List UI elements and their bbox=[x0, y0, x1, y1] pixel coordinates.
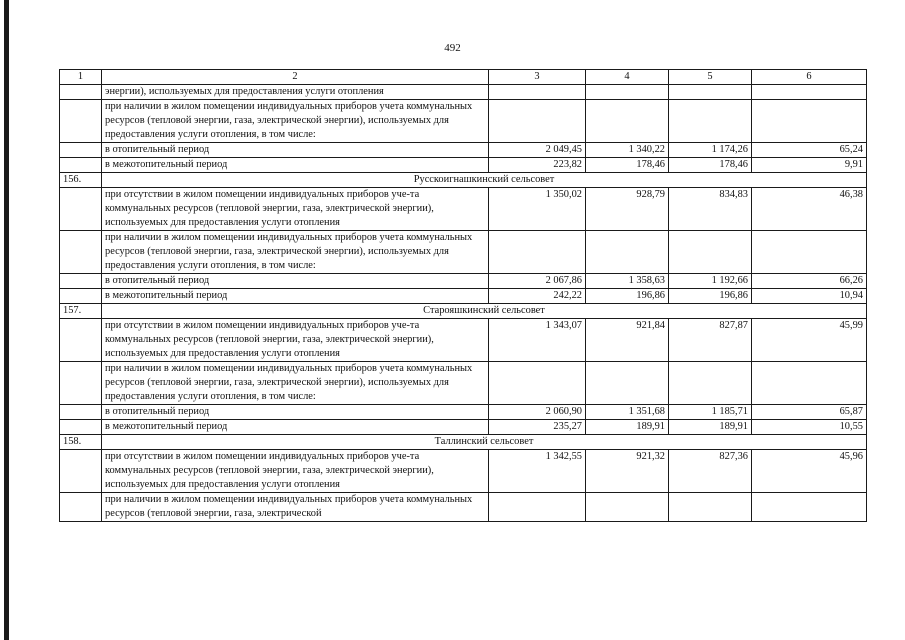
header-col-2: 2 bbox=[102, 70, 489, 85]
header-col-4: 4 bbox=[586, 70, 669, 85]
table-row bbox=[60, 450, 867, 493]
with-meters-description: при наличии в жилом помещении индивидуальных приборов учета коммунальных ресурсов (тепловой энергии, газа, электрической энергии), используемых для предоставления услуги отопления, в том числе: bbox=[102, 362, 489, 405]
section-row bbox=[60, 304, 867, 319]
table-row bbox=[60, 493, 867, 522]
table-row bbox=[60, 143, 867, 158]
header-col-5: 5 bbox=[669, 70, 752, 85]
without-meters-description: при отсутствии в жилом помещении индивидуальных приборов уче-та коммунальных ресурсов (тепловой энергии, газа, электрической энергии), используемых для предоставления услуги отопления bbox=[102, 450, 489, 493]
without-meters-description: при отсутствии в жилом помещении индивидуальных приборов уче-та коммунальных ресурсов (тепловой энергии, газа, электрической энергии), используемых для предоставления услуги отопления bbox=[102, 319, 489, 362]
with-meters-description: при наличии в жилом помещении индивидуальных приборов учета коммунальных ресурсов (тепловой энергии, газа, электрической bbox=[102, 493, 489, 522]
value-col-5: 196,86 bbox=[669, 289, 752, 304]
table-row bbox=[60, 231, 867, 274]
continuation-text: энергии), используемых для предоставления услуги отопления bbox=[102, 85, 489, 100]
table-row bbox=[60, 158, 867, 173]
table-row bbox=[60, 362, 867, 405]
table-row bbox=[60, 420, 867, 435]
table-row bbox=[60, 188, 867, 231]
table-row bbox=[60, 289, 867, 304]
value-col-4: 178,46 bbox=[586, 158, 669, 173]
table-row bbox=[60, 85, 867, 100]
value-col-5: 827,87 bbox=[669, 319, 752, 362]
header-col-3: 3 bbox=[489, 70, 586, 85]
section-row bbox=[60, 173, 867, 188]
value-col-4: 189,91 bbox=[586, 420, 669, 435]
scan-edge bbox=[4, 0, 9, 640]
period-label: в межотопительный период bbox=[102, 289, 489, 304]
value-col-4: 1 351,68 bbox=[586, 405, 669, 420]
value-col-6: 65,24 bbox=[752, 143, 867, 158]
value-col-3: 2 060,90 bbox=[489, 405, 586, 420]
page-number: 492 bbox=[444, 42, 461, 54]
value-col-5: 1 185,71 bbox=[669, 405, 752, 420]
value-col-5: 834,83 bbox=[669, 188, 752, 231]
section-row bbox=[60, 435, 867, 450]
table-row bbox=[60, 274, 867, 289]
header-col-1: 1 bbox=[60, 70, 102, 85]
section-name: Русскоигнашкинский сельсовет bbox=[102, 173, 867, 188]
table-row bbox=[60, 405, 867, 420]
with-meters-description: при наличии в жилом помещении индивидуальных приборов учета коммунальных ресурсов (тепловой энергии, газа, электрической энергии), используемых для предоставления услуги отопления, в том числе: bbox=[102, 100, 489, 143]
period-label: в межотопительный период bbox=[102, 420, 489, 435]
with-meters-description: при наличии в жилом помещении индивидуальных приборов учета коммунальных ресурсов (тепловой энергии, газа, электрической энергии), используемых для предоставления услуги отопления, в том числе: bbox=[102, 231, 489, 274]
value-col-5: 827,36 bbox=[669, 450, 752, 493]
value-col-3: 2 049,45 bbox=[489, 143, 586, 158]
tariff-table bbox=[59, 69, 867, 522]
period-label: в отопительный период bbox=[102, 405, 489, 420]
value-col-4: 928,79 bbox=[586, 188, 669, 231]
without-meters-description: при отсутствии в жилом помещении индивидуальных приборов уче-та коммунальных ресурсов (тепловой энергии, газа, электрической энергии), используемых для предоставления услуги отопления bbox=[102, 188, 489, 231]
value-col-6: 10,94 bbox=[752, 289, 867, 304]
value-col-6: 45,96 bbox=[752, 450, 867, 493]
value-col-6: 9,91 bbox=[752, 158, 867, 173]
header-row bbox=[60, 70, 867, 85]
section-name: Таллинский сельсовет bbox=[102, 435, 867, 450]
table-row bbox=[60, 319, 867, 362]
value-col-5: 189,91 bbox=[669, 420, 752, 435]
section-number: 156. bbox=[60, 173, 102, 188]
value-col-6: 45,99 bbox=[752, 319, 867, 362]
value-col-3: 1 343,07 bbox=[489, 319, 586, 362]
value-col-6: 10,55 bbox=[752, 420, 867, 435]
header-col-6: 6 bbox=[752, 70, 867, 85]
value-col-6: 65,87 bbox=[752, 405, 867, 420]
value-col-3: 2 067,86 bbox=[489, 274, 586, 289]
value-col-3: 1 342,55 bbox=[489, 450, 586, 493]
value-col-4: 196,86 bbox=[586, 289, 669, 304]
value-col-4: 1 358,63 bbox=[586, 274, 669, 289]
table-row bbox=[60, 100, 867, 143]
value-col-5: 178,46 bbox=[669, 158, 752, 173]
value-col-5: 1 192,66 bbox=[669, 274, 752, 289]
value-col-3: 242,22 bbox=[489, 289, 586, 304]
value-col-5: 1 174,26 bbox=[669, 143, 752, 158]
value-col-3: 223,82 bbox=[489, 158, 586, 173]
section-number: 157. bbox=[60, 304, 102, 319]
value-col-4: 1 340,22 bbox=[586, 143, 669, 158]
period-label: в межотопительный период bbox=[102, 158, 489, 173]
value-col-6: 46,38 bbox=[752, 188, 867, 231]
value-col-4: 921,32 bbox=[586, 450, 669, 493]
value-col-6: 66,26 bbox=[752, 274, 867, 289]
period-label: в отопительный период bbox=[102, 274, 489, 289]
value-col-3: 1 350,02 bbox=[489, 188, 586, 231]
section-number: 158. bbox=[60, 435, 102, 450]
value-col-4: 921,84 bbox=[586, 319, 669, 362]
period-label: в отопительный период bbox=[102, 143, 489, 158]
section-name: Старояшкинский сельсовет bbox=[102, 304, 867, 319]
value-col-3: 235,27 bbox=[489, 420, 586, 435]
